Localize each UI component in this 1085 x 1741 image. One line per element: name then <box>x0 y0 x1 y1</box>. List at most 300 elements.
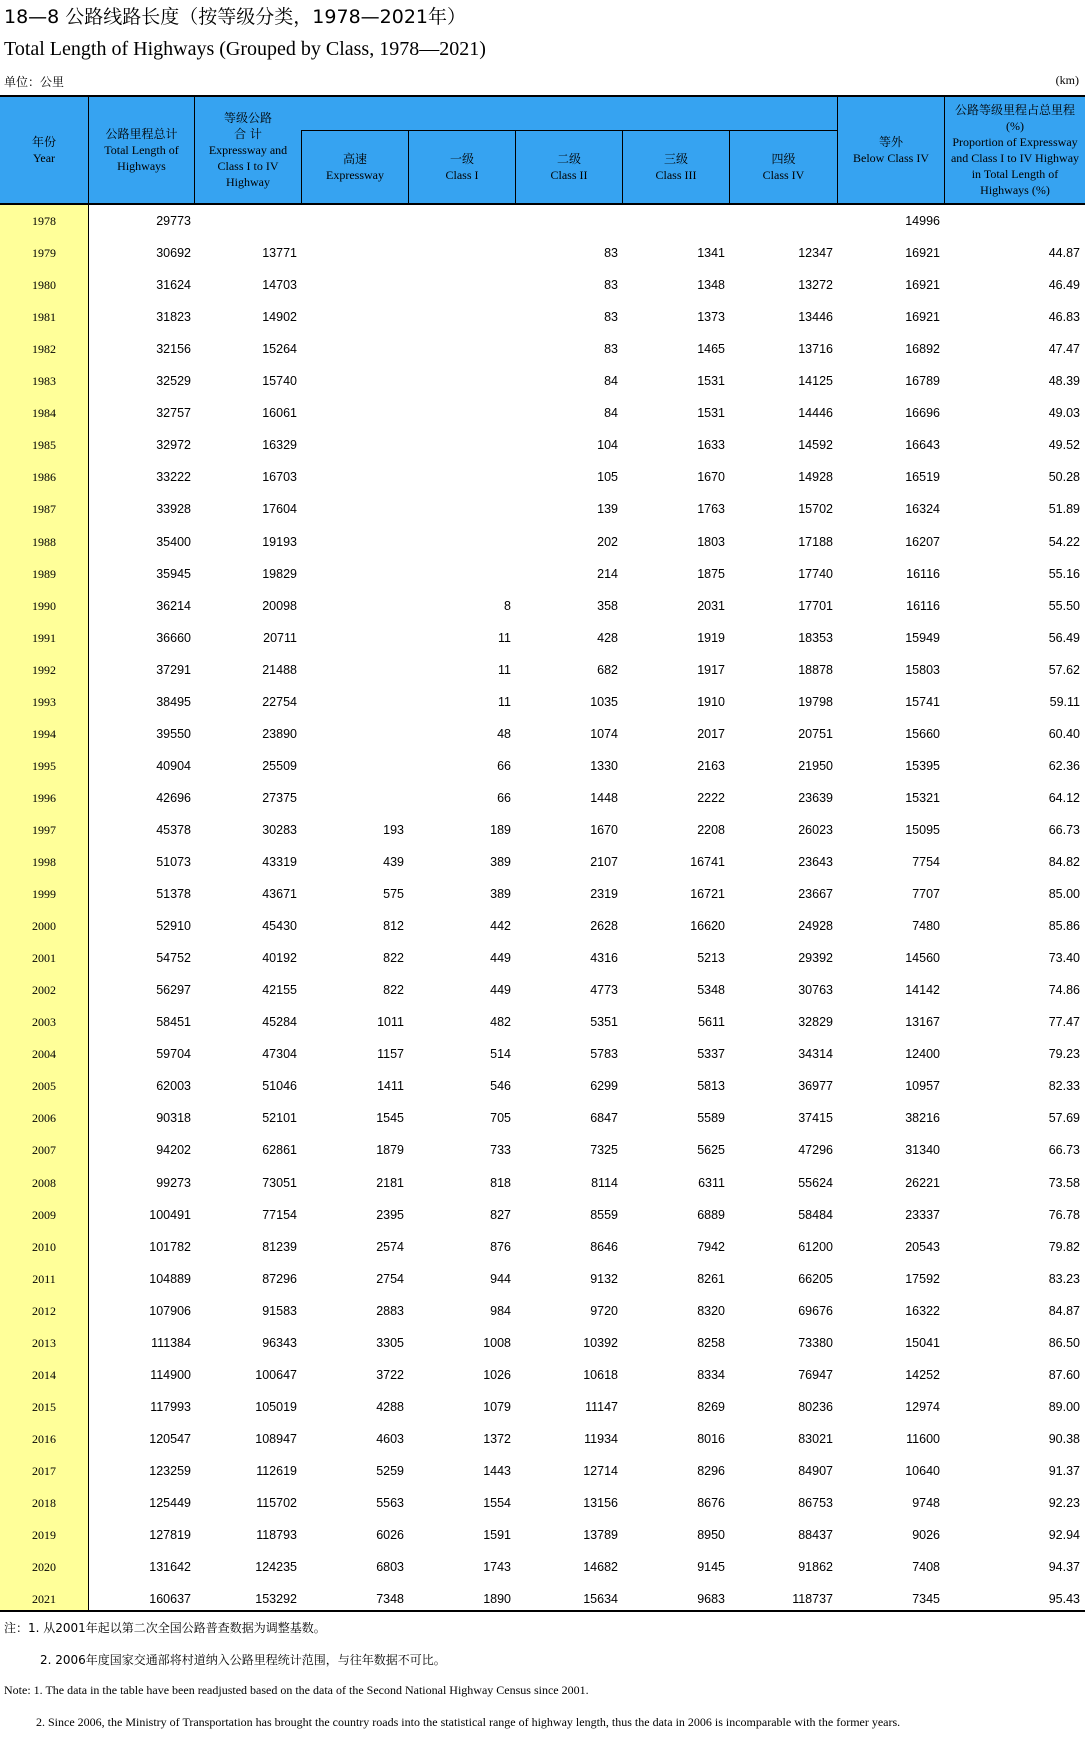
cell-class4: 88437 <box>798 1528 833 1543</box>
cell-total: 45378 <box>156 822 191 837</box>
cell-class2: 682 <box>597 662 618 677</box>
cell-expressway: 2574 <box>376 1239 404 1254</box>
cell-prop: 84.82 <box>1048 855 1080 869</box>
table-row <box>0 1391 1085 1423</box>
cell-expressway: 5259 <box>376 1463 404 1478</box>
note-en-1: Note: 1. The data in the table have been readjusted based on the data of the Second National Highway Census since 2001. <box>4 1683 589 1697</box>
table-row <box>0 910 1085 942</box>
cell-year: 2007 <box>32 1143 56 1158</box>
cell-graded: 77154 <box>262 1207 297 1222</box>
table-row <box>0 782 1085 814</box>
cell-class2: 2628 <box>590 919 618 934</box>
cell-class1: 389 <box>490 855 511 869</box>
cell-below: 15660 <box>905 726 940 741</box>
cell-class2: 2319 <box>590 887 618 902</box>
cell-graded: 23890 <box>262 726 297 741</box>
cell-class2: 14682 <box>583 1560 618 1575</box>
cell-graded: 15740 <box>262 374 297 389</box>
cell-year: 1992 <box>32 662 56 677</box>
cell-class3: 8334 <box>697 1367 725 1382</box>
cell-class2: 1330 <box>590 758 618 773</box>
cell-year: 2021 <box>32 1592 56 1607</box>
cell-prop: 89.00 <box>1048 1399 1080 1414</box>
cell-prop: 56.49 <box>1048 630 1080 645</box>
cell-prop: 84.87 <box>1048 1303 1080 1318</box>
cell-class4: 29392 <box>798 951 833 966</box>
cell-prop: 49.03 <box>1048 406 1080 421</box>
cell-total: 117993 <box>150 1399 191 1414</box>
cell-class3: 8676 <box>697 1496 725 1510</box>
cell-class3: 5611 <box>698 1015 725 1030</box>
cell-class1: 1008 <box>483 1335 511 1350</box>
cell-class3: 2163 <box>697 758 725 773</box>
cell-below: 7754 <box>912 855 940 869</box>
table-row <box>0 461 1085 493</box>
cell-class3: 6889 <box>697 1207 725 1222</box>
cell-year: 1994 <box>32 726 56 741</box>
cell-prop: 59.11 <box>1049 694 1080 709</box>
cell-graded: 96343 <box>262 1335 297 1350</box>
cell-class4: 47296 <box>798 1143 833 1158</box>
cell-below: 16643 <box>905 438 940 453</box>
cell-class1: 1890 <box>483 1592 511 1607</box>
header-expressway: 高速 Expressway <box>326 152 384 182</box>
cell-below: 9748 <box>912 1496 940 1510</box>
cell-class3: 1465 <box>697 342 725 357</box>
cell-class2: 1035 <box>590 694 618 709</box>
cell-year: 2003 <box>32 1015 56 1030</box>
cell-total: 29773 <box>156 214 191 228</box>
cell-total: 114900 <box>150 1367 191 1382</box>
table-row <box>0 205 1085 237</box>
cell-year: 1988 <box>32 534 56 549</box>
cell-year: 1978 <box>32 214 56 228</box>
cell-below: 26221 <box>905 1175 940 1190</box>
cell-class3: 5625 <box>697 1143 725 1158</box>
cell-year: 2002 <box>32 983 56 998</box>
cell-below: 23337 <box>905 1207 940 1222</box>
cell-total: 125449 <box>149 1496 191 1510</box>
table-row <box>0 1455 1085 1487</box>
cell-below: 16207 <box>905 534 940 549</box>
cell-prop: 51.89 <box>1048 502 1080 517</box>
cell-graded: 105019 <box>255 1399 297 1414</box>
cell-class3: 8261 <box>697 1271 725 1286</box>
cell-below: 16921 <box>905 310 940 325</box>
cell-expressway: 4288 <box>376 1399 404 1414</box>
cell-expressway: 1879 <box>376 1143 404 1158</box>
cell-total: 31624 <box>156 278 191 293</box>
table-row <box>0 301 1085 333</box>
cell-class2: 8559 <box>590 1207 618 1222</box>
cell-class4: 19798 <box>798 694 833 709</box>
cell-graded: 73051 <box>262 1175 297 1190</box>
table-row <box>0 654 1085 686</box>
cell-year: 1999 <box>32 887 56 902</box>
cell-class2: 428 <box>597 630 618 645</box>
cell-total: 33928 <box>156 502 191 517</box>
cell-class3: 5589 <box>697 1111 725 1126</box>
cell-class3: 1875 <box>697 566 725 581</box>
cell-class3: 7942 <box>697 1239 725 1254</box>
table-row <box>0 1231 1085 1263</box>
cell-graded: 17604 <box>262 502 297 517</box>
cell-graded: 14703 <box>262 278 297 293</box>
unit-label-en: (km) <box>1055 73 1079 87</box>
cell-class4: 66205 <box>798 1271 833 1286</box>
header-total: 公路里程总计 Total Length of Highways <box>104 127 179 173</box>
cell-total: 33222 <box>156 470 191 485</box>
table-row <box>0 397 1085 429</box>
cell-class1: 546 <box>490 1079 511 1094</box>
cell-prop: 66.73 <box>1048 822 1080 837</box>
cell-class1: 876 <box>490 1239 511 1254</box>
cell-below: 16892 <box>905 342 940 357</box>
cell-below: 12974 <box>905 1399 940 1414</box>
cell-total: 131642 <box>149 1560 191 1575</box>
cell-prop: 57.62 <box>1048 662 1080 677</box>
cell-graded: 51046 <box>262 1079 297 1094</box>
cell-total: 30692 <box>156 246 191 261</box>
cell-below: 7345 <box>912 1592 940 1607</box>
cell-graded: 81239 <box>262 1239 297 1254</box>
cell-class4: 14592 <box>798 438 833 453</box>
cell-below: 7408 <box>912 1560 940 1575</box>
cell-class4: 23639 <box>798 790 833 805</box>
cell-class3: 9683 <box>697 1592 725 1607</box>
table-title-cn: 18—8 公路线路长度（按等级分类，1978—2021年） <box>4 6 467 28</box>
table-row <box>0 622 1085 654</box>
cell-year: 2014 <box>32 1367 56 1382</box>
table-row <box>0 493 1085 525</box>
table-row <box>0 846 1085 878</box>
table-row <box>0 590 1085 622</box>
cell-below: 16696 <box>905 406 940 421</box>
cell-total: 123259 <box>149 1463 191 1478</box>
cell-class2: 1670 <box>590 822 618 837</box>
cell-graded: 118793 <box>256 1528 297 1543</box>
cell-class2: 214 <box>597 566 618 581</box>
cell-prop: 55.16 <box>1048 566 1080 581</box>
table-row <box>0 1070 1085 1102</box>
cell-class3: 1633 <box>697 438 725 453</box>
cell-graded: 19193 <box>262 534 297 549</box>
cell-class2: 5351 <box>590 1015 618 1030</box>
cell-class2: 84 <box>604 406 618 421</box>
cell-class3: 5813 <box>697 1079 725 1094</box>
table-row <box>0 1038 1085 1070</box>
cell-class3: 2222 <box>697 790 725 805</box>
cell-prop: 91.37 <box>1048 1463 1080 1478</box>
cell-class4: 23667 <box>798 887 833 902</box>
cell-year: 2018 <box>32 1496 56 1510</box>
cell-class1: 1026 <box>483 1367 511 1382</box>
cell-year: 1982 <box>32 342 56 357</box>
cell-prop: 62.36 <box>1048 758 1080 773</box>
cell-class3: 8296 <box>697 1463 725 1478</box>
cell-year: 2016 <box>32 1431 56 1446</box>
cell-year: 1979 <box>32 246 56 261</box>
cell-graded: 15264 <box>262 342 297 357</box>
cell-class2: 11934 <box>584 1431 618 1446</box>
table-row <box>0 814 1085 846</box>
table-row <box>0 1359 1085 1391</box>
cell-class4: 91862 <box>798 1560 833 1575</box>
cell-graded: 20711 <box>263 630 297 645</box>
cell-class2: 4316 <box>590 951 618 966</box>
cell-year: 2006 <box>32 1111 56 1126</box>
cell-class3: 1919 <box>697 630 725 645</box>
cell-class3: 16721 <box>690 887 725 902</box>
cell-class4: 12347 <box>798 246 833 261</box>
cell-expressway: 3722 <box>376 1367 404 1382</box>
unit-label-cn: 单位：公里 <box>4 75 65 89</box>
cell-expressway: 1411 <box>377 1079 404 1094</box>
cell-prop: 95.43 <box>1048 1592 1080 1607</box>
cell-below: 16789 <box>905 374 940 389</box>
cell-expressway: 822 <box>383 951 404 966</box>
cell-year: 2004 <box>32 1047 56 1062</box>
cell-total: 100491 <box>149 1207 191 1222</box>
cell-prop: 60.40 <box>1048 726 1080 741</box>
cell-total: 59704 <box>156 1047 191 1062</box>
cell-class2: 104 <box>597 438 618 453</box>
cell-graded: 47304 <box>262 1047 297 1062</box>
cell-expressway: 1545 <box>376 1111 404 1126</box>
cell-class4: 86753 <box>798 1496 833 1510</box>
header-year: 年份 Year <box>31 135 56 165</box>
cell-prop: 50.28 <box>1048 470 1080 485</box>
cell-below: 11600 <box>906 1431 940 1446</box>
cell-class1: 818 <box>490 1175 511 1190</box>
cell-prop: 92.23 <box>1048 1496 1080 1510</box>
cell-expressway: 7348 <box>376 1592 404 1607</box>
cell-graded: 100647 <box>255 1367 297 1382</box>
cell-class1: 449 <box>490 983 511 998</box>
cell-below: 16322 <box>905 1303 940 1318</box>
cell-class1: 1372 <box>483 1431 511 1446</box>
cell-class3: 8950 <box>697 1528 725 1543</box>
table-row <box>0 333 1085 365</box>
cell-total: 36214 <box>156 598 191 613</box>
cell-expressway: 1157 <box>377 1047 404 1062</box>
cell-class1: 8 <box>504 598 511 613</box>
cell-class2: 12714 <box>583 1463 618 1478</box>
header-class-4: 四级 Class IV <box>762 152 805 182</box>
cell-class2: 84 <box>604 374 618 389</box>
header-proportion: 公路等级里程占总里程 (%) Proportion of Expressway and Class I to IV Highway in Total Length of Highways (%) <box>950 103 1080 197</box>
cell-prop: 54.22 <box>1048 534 1080 549</box>
cell-total: 51073 <box>156 855 191 869</box>
cell-class1: 66 <box>497 758 511 773</box>
cell-graded: 124235 <box>255 1560 297 1575</box>
cell-prop: 94.37 <box>1048 1560 1080 1575</box>
cell-class3: 8258 <box>697 1335 725 1350</box>
table-row <box>0 1199 1085 1231</box>
table-row <box>0 1263 1085 1295</box>
cell-below: 15095 <box>905 822 940 837</box>
cell-class3: 5348 <box>697 983 725 998</box>
cell-class2: 8114 <box>591 1175 618 1190</box>
cell-total: 32156 <box>156 342 191 357</box>
cell-prop: 73.40 <box>1048 951 1080 966</box>
cell-below: 38216 <box>905 1111 940 1126</box>
note-cn-1: 注：1. 从2001年起以第二次全国公路普查数据为调整基数。 <box>4 1621 326 1635</box>
cell-class4: 34314 <box>798 1047 833 1062</box>
cell-graded: 30283 <box>262 822 297 837</box>
cell-class4: 55624 <box>798 1175 833 1190</box>
header-class-1: 一级 Class I <box>445 152 479 182</box>
cell-expressway: 6026 <box>376 1528 404 1543</box>
cell-class2: 15634 <box>583 1592 618 1607</box>
cell-class4: 32829 <box>798 1015 833 1030</box>
cell-class4: 18353 <box>798 630 833 645</box>
table-row <box>0 750 1085 782</box>
cell-class2: 4773 <box>590 983 618 998</box>
table-row <box>0 1134 1085 1166</box>
cell-class3: 8269 <box>697 1399 725 1414</box>
cell-year: 1981 <box>32 310 56 325</box>
cell-class1: 1079 <box>483 1399 511 1414</box>
cell-class3: 1531 <box>697 406 725 421</box>
cell-total: 37291 <box>156 662 191 677</box>
cell-year: 1990 <box>32 598 56 613</box>
cell-graded: 27375 <box>262 790 297 805</box>
cell-total: 32529 <box>156 374 191 389</box>
cell-year: 1998 <box>32 855 56 869</box>
cell-expressway: 812 <box>383 919 404 934</box>
cell-prop: 55.50 <box>1048 598 1080 613</box>
cell-graded: 108947 <box>255 1431 297 1446</box>
cell-below: 13167 <box>905 1015 940 1030</box>
cell-total: 62003 <box>156 1079 191 1094</box>
cell-graded: 16329 <box>262 438 297 453</box>
note-en-2: 2. Since 2006, the Ministry of Transportation has brought the country roads into the statistical range of highway length, thus the data in 2006 is incomparable with the former years. <box>36 1715 901 1729</box>
cell-graded: 87296 <box>262 1271 297 1286</box>
cell-class1: 66 <box>497 790 511 805</box>
cell-class4: 84907 <box>798 1463 833 1478</box>
cell-class1: 1591 <box>483 1528 511 1543</box>
cell-below: 15041 <box>905 1335 940 1350</box>
cell-class4: 26023 <box>798 822 833 837</box>
cell-class4: 80236 <box>798 1399 833 1414</box>
cell-graded: 43319 <box>262 855 297 869</box>
cell-prop: 57.69 <box>1048 1111 1080 1126</box>
cell-class3: 1910 <box>697 694 725 709</box>
cell-graded: 45430 <box>262 919 297 934</box>
cell-below: 16324 <box>905 502 940 517</box>
cell-year: 2015 <box>32 1399 56 1414</box>
cell-class2: 1448 <box>590 790 618 805</box>
cell-class1: 11 <box>498 630 511 645</box>
cell-graded: 43671 <box>262 887 297 902</box>
cell-graded: 153292 <box>255 1592 297 1607</box>
cell-prop: 85.86 <box>1048 919 1080 934</box>
cell-graded: 14902 <box>262 310 297 325</box>
cell-expressway: 5563 <box>376 1496 404 1510</box>
cell-class4: 76947 <box>798 1367 833 1382</box>
cell-below: 16116 <box>906 566 940 581</box>
cell-class1: 733 <box>490 1143 511 1158</box>
cell-class3: 1341 <box>697 246 725 261</box>
cell-expressway: 2395 <box>376 1207 404 1222</box>
cell-class2: 9720 <box>590 1303 618 1318</box>
cell-class3: 1763 <box>697 502 725 517</box>
cell-class4: 13716 <box>798 342 833 357</box>
cell-class2: 13156 <box>583 1496 618 1510</box>
cell-expressway: 2754 <box>376 1271 404 1286</box>
cell-expressway: 575 <box>383 887 404 902</box>
cell-expressway: 6803 <box>376 1560 404 1575</box>
cell-class2: 11147 <box>585 1399 618 1414</box>
cell-prop: 79.23 <box>1048 1047 1080 1062</box>
cell-class3: 5213 <box>697 951 725 966</box>
cell-below: 7707 <box>912 887 940 902</box>
cell-year: 1983 <box>32 374 56 389</box>
cell-class1: 389 <box>490 887 511 902</box>
cell-year: 2010 <box>32 1239 56 1254</box>
cell-total: 35400 <box>156 534 191 549</box>
cell-class4: 17701 <box>798 598 833 613</box>
cell-total: 35945 <box>156 566 191 581</box>
header-class-3: 三级 Class III <box>655 152 697 182</box>
cell-graded: 16061 <box>262 406 297 421</box>
cell-year: 1996 <box>32 790 56 805</box>
cell-class4: 14928 <box>798 470 833 485</box>
cell-total: 52910 <box>156 919 191 934</box>
table-row <box>0 429 1085 461</box>
cell-graded: 25509 <box>262 758 297 773</box>
cell-class4: 14446 <box>798 406 833 421</box>
cell-year: 2000 <box>32 919 56 934</box>
table-title-en: Total Length of Highways (Grouped by Class, 1978—2021) <box>4 38 486 60</box>
cell-class2: 10618 <box>583 1367 618 1382</box>
table-row <box>0 237 1085 269</box>
cell-class2: 13789 <box>583 1528 618 1543</box>
cell-class3: 8320 <box>697 1303 725 1318</box>
cell-year: 1991 <box>32 630 56 645</box>
cell-class2: 2107 <box>590 855 618 869</box>
cell-year: 2017 <box>32 1463 56 1478</box>
cell-below: 10957 <box>905 1079 940 1094</box>
cell-graded: 22754 <box>262 694 297 709</box>
cell-year: 1980 <box>32 278 56 293</box>
cell-total: 42696 <box>156 790 191 805</box>
cell-total: 32972 <box>156 438 191 453</box>
cell-year: 2020 <box>32 1560 56 1575</box>
cell-class4: 13272 <box>798 278 833 293</box>
cell-total: 94202 <box>156 1143 191 1158</box>
cell-class2: 83 <box>604 246 618 261</box>
cell-class4: 13446 <box>798 310 833 325</box>
cell-total: 31823 <box>156 310 191 325</box>
cell-year: 1987 <box>32 502 56 517</box>
cell-prop: 46.83 <box>1048 310 1080 325</box>
cell-year: 2001 <box>32 951 56 966</box>
cell-year: 2013 <box>32 1335 56 1350</box>
cell-graded: 42155 <box>262 983 297 998</box>
cell-total: 32757 <box>156 406 191 421</box>
cell-total: 51378 <box>156 887 191 902</box>
cell-prop: 73.58 <box>1048 1175 1080 1190</box>
cell-class1: 189 <box>490 822 511 837</box>
cell-year: 1997 <box>32 822 56 837</box>
cell-prop: 44.87 <box>1048 246 1080 261</box>
cell-class2: 1074 <box>590 726 618 741</box>
cell-below: 12400 <box>905 1047 940 1062</box>
cell-year: 2011 <box>32 1271 56 1286</box>
table-row <box>0 1551 1085 1583</box>
